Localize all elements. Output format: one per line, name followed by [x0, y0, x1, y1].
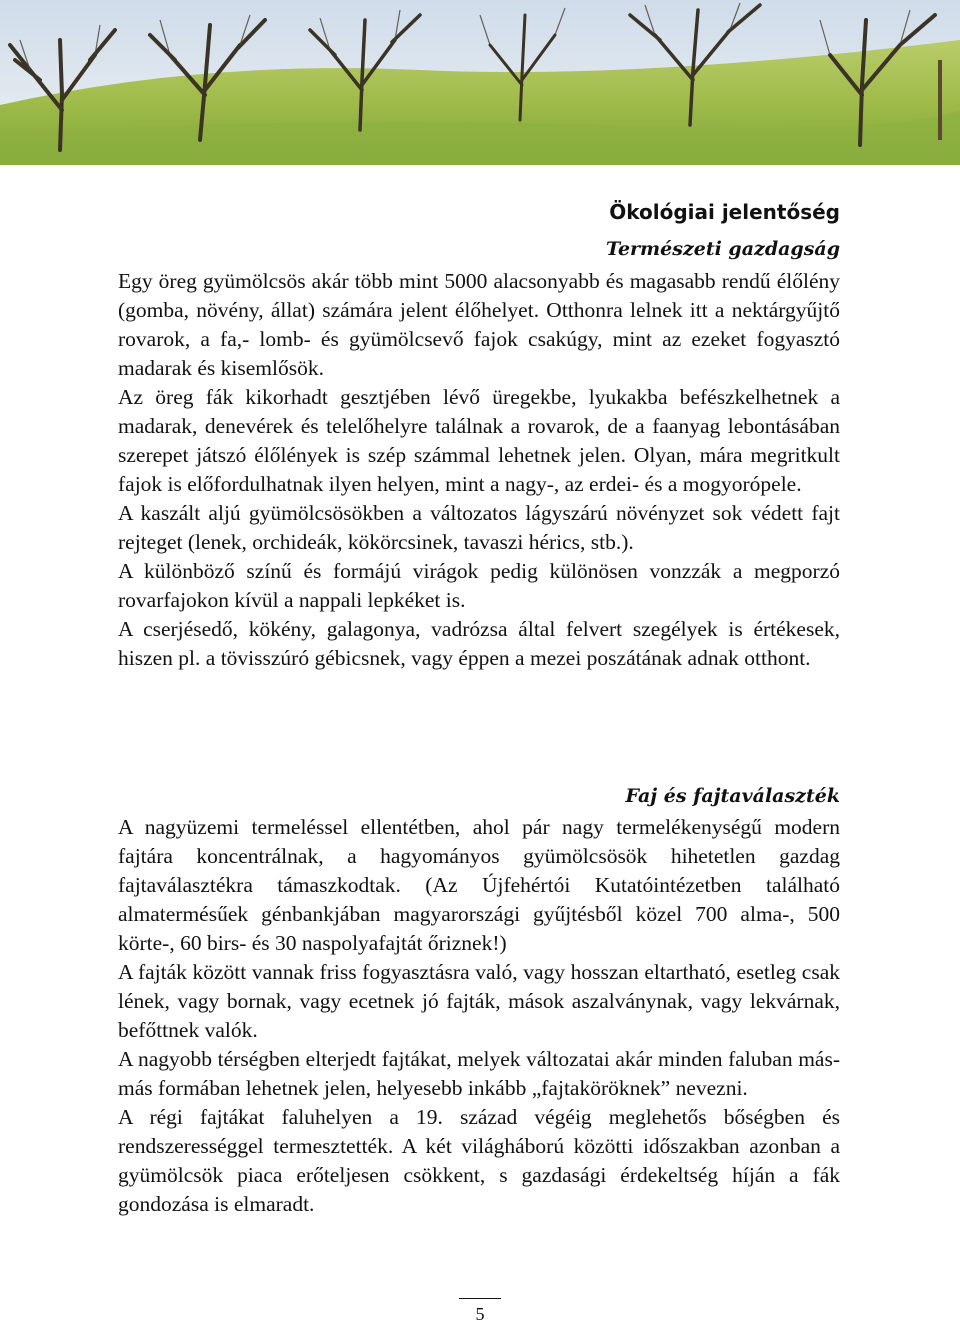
page-footer	[455, 1298, 505, 1323]
paragraph: A nagyüzemi termeléssel ellentétben, ahol pár nagy termelékenységű modern fajtára koncentrálnak, a hagyományos gyümölcsösök hihetetlen gazdag fajtaválasztékra támaszkodtak. (Az Újfehértói Kutatóintézetben található almatermésűek génbankjában magyarországi gyűjtésből közel 700 alma-, 500 körte-, 60 birs- és 30 naspolyafajtát őriznek!)	[118, 815, 840, 955]
section-subtitle-natural-richness: Természeti gazdagság	[606, 238, 840, 260]
paragraph: Az öreg fák kikorhadt gesztjében lévő üregekbe, lyukakba befészkelhetnek a madarak, denevérek és telelőhelyre találnak a rovarok, de a faanyag lebontásában szerepet játszó élőlények is szép számmal lehetnek jelen. Olyan, mára megritkult fajok is előfordulhatnak ilyen helyen, mint a nagy-, az erdei- és a mogyorópele.	[118, 385, 840, 496]
paragraph: A régi fajtákat faluhelyen a 19. század végéig meglehetős bőségben és rendszerességgel termesztették. A két világháború közötti időszakban azonban a gyümölcsök piaca erőteljesen csökkent, s gazdasági érdekeltség híján a fák gondozása is elmaradt.	[118, 1105, 840, 1216]
page-number: 5	[475, 1304, 485, 1324]
section-subtitle-varieties: Faj és fajtaválaszték	[625, 785, 840, 807]
paragraph: A kaszált aljú gyümölcsösökben a változatos lágyszárú növényzet sok védett fajt rejteget (lenek, orchideák, kökörcsinek, tavaszi hérics, stb.).	[118, 501, 840, 554]
section-title: Ökológiai jelentőség	[609, 200, 840, 224]
orchard-banner-image	[0, 0, 960, 165]
paragraph: A nagyobb térségben elterjedt fajtákat, melyek változatai akár minden faluban más-más formában lehetnek jelen, helyesebb inkább „fajtaköröknek” nevezni.	[118, 1047, 840, 1100]
paragraph: A fajták között vannak friss fogyasztásra való, vagy hosszan eltartható, esetleg csak lének, vagy bornak, vagy ecetnek jó fajták, mások aszalványnak, vagy lekvárnak, befőttnek valók.	[118, 960, 840, 1042]
paragraph: A cserjésedő, kökény, galagonya, vadrózsa által felvert szegélyek is értékesek, hiszen pl. a tövisszúró gébicsnek, vagy éppen a mezei poszátának adnak otthont.	[118, 617, 840, 670]
varieties-body-text	[118, 813, 840, 1219]
ecology-body-text	[118, 267, 840, 673]
footer-rule	[459, 1298, 501, 1299]
paragraph: Egy öreg gyümölcsös akár több mint 5000 alacsonyabb és magasabb rendű élőlény (gomba, növény, állat) számára jelent élőhelyet. Otthonra lelnek itt a nektárgyűjtő rovarok, a fa,- lomb- és gyümölcsevő fajok csakúgy, mint az ezeket fogyasztó madarak és kisemlősök.	[118, 269, 840, 380]
paragraph: A különböző színű és formájú virágok pedig különösen vonzzák a megporzó rovarfajokon kívül a nappali lepkéket is.	[118, 559, 840, 612]
